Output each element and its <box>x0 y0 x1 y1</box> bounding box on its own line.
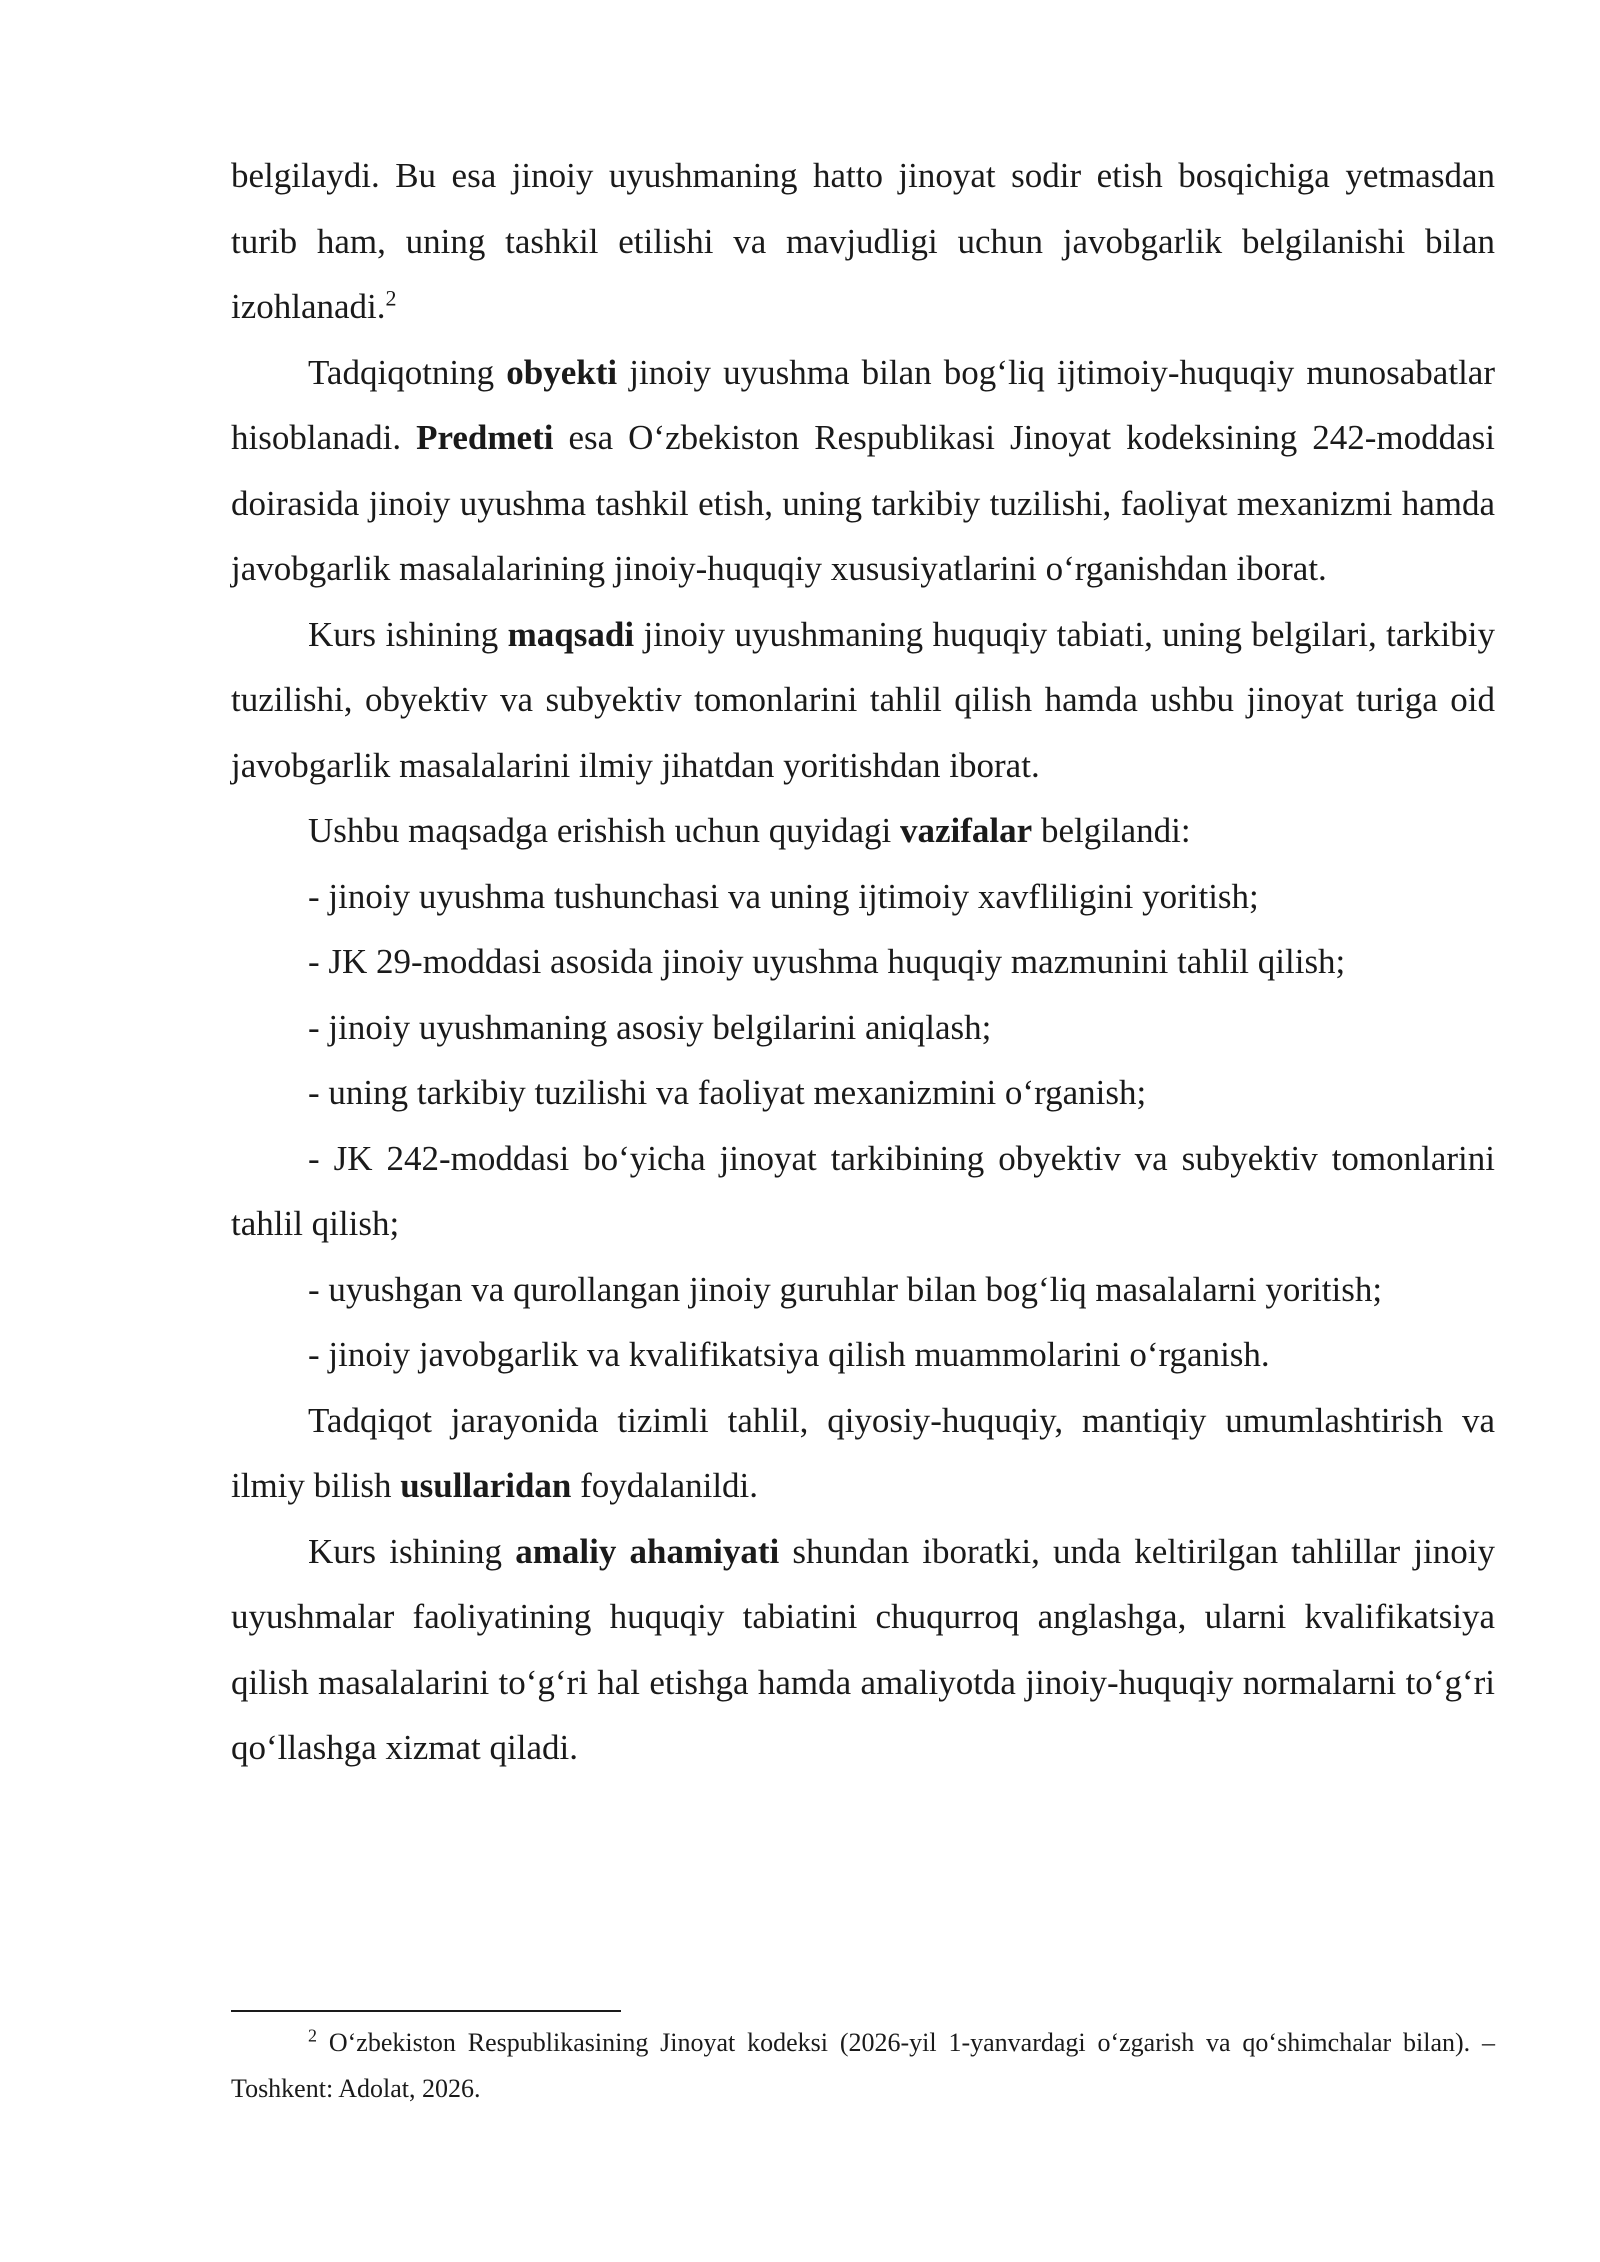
paragraph-practical-significance <box>231 1519 1495 1781</box>
paragraph-text: Ushbu maqsadga erishish uchun quyidagi <box>308 811 900 850</box>
bold-term-subject: Predmeti <box>416 418 554 457</box>
paragraph-text: Tadqiqot jarayonida tizimli tahlil, qiyosiy-huquqiy, mantiqiy umumlashtirish va ilmiy bilish <box>231 1400 1495 1505</box>
paragraph-text: jinoiy uyushma bilan bog‘liq ijtimoiy-huquqiy munosabatlar hisoblanadi. <box>231 352 1495 457</box>
footnote-separator <box>231 2010 621 2012</box>
bold-term-methods: usullaridan <box>400 1466 572 1505</box>
list-item: - jinoiy uyushma tushunchasi va uning ijtimoiy xavfliligini yoritish; <box>308 876 1259 916</box>
bold-term-object: obyekti <box>506 352 618 392</box>
list-item: - JK 242-moddasi bo‘yicha jinoyat tarkibining obyektiv va subyektiv tomonlarini tahlil qilish; <box>231 1138 1495 1243</box>
list-item: - uyushgan va qurollangan jinoiy guruhlar bilan bog‘liq masalalarni yoritish; <box>308 1269 1383 1309</box>
footnote-reference[interactable]: 2 <box>385 285 397 311</box>
bold-term-tasks: vazifalar <box>900 811 1033 850</box>
list-item: - jinoiy javobgarlik va kvalifikatsiya qilish muammolarini o‘rganish. <box>308 1335 1270 1374</box>
list-item: - JK 29-moddasi asosida jinoiy uyushma huquqiy mazmunini tahlil qilish; <box>308 942 1346 981</box>
paragraph-intro-continuation <box>231 143 1495 340</box>
list-item: - jinoiy uyushmaning asosiy belgilarini aniqlash; <box>308 1007 992 1047</box>
bold-term-practical-significance: amaliy ahamiyati <box>515 1531 780 1571</box>
paragraph-object-subject <box>231 340 1495 602</box>
paragraph-text: jinoiy uyushmaning huquqiy tabiati, uning belgilari, tarkibiy tuzilishi, obyektiv va subyektiv tomonlarini tahlil qilish hamda ushbu jinoyat turiga oid javobgarlik masalalarini ilmiy jihatdan yoritishdan iborat. <box>231 614 1495 785</box>
paragraph-text: Kurs ishining <box>308 614 508 654</box>
paragraph-text: belgilandi: <box>1032 811 1191 850</box>
footnote-number: 2 <box>308 2025 317 2046</box>
bold-term-goal: maqsadi <box>507 614 635 654</box>
paragraph-text: esa O‘zbekiston Respublikasi Jinoyat kodeksining 242-moddasi doirasida jinoiy uyushma tashkil etish, uning tarkibiy tuzilishi, faoliyat mexanizmi hamda javobgarlik masalalarining jinoiy-huquqiy xususiyatlarini o‘rganishdan iborat. <box>231 418 1495 588</box>
footnote <box>231 2020 1495 2112</box>
paragraph-methods <box>231 1388 1495 1519</box>
paragraph-text: foydalanildi. <box>571 1466 759 1505</box>
list-item: - uning tarkibiy tuzilishi va faoliyat mexanizmini o‘rganish; <box>308 1073 1147 1112</box>
paragraph-goal <box>231 602 1495 799</box>
paragraph-text: Tadqiqotning <box>308 352 507 392</box>
paragraph-tasks-intro <box>231 798 1495 864</box>
paragraph-text: belgilaydi. Bu esa jinoiy uyushmaning hatto jinoyat sodir etish bosqichiga yetmasdan turib ham, uning tashkil etilishi va mavjudligi uchun javobgarlik belgilanishi bilan izohlanadi. <box>231 156 1495 326</box>
footnote-text-block <box>231 2020 1495 2112</box>
document-body <box>231 143 1495 1781</box>
paragraph-text: shundan iboratki, unda keltirilgan tahlillar jinoiy uyushmalar faoliyatining huquqiy tabiatini chuqurroq anglashga, ularni kvalifikatsiya qilish masalalarini to‘g‘ri hal etishga hamda amaliyotda jinoiy-huquqiy normalarni to‘g‘ri qo‘llashga xizmat qiladi. <box>231 1531 1495 1767</box>
paragraph-text: Kurs ishining <box>308 1531 516 1571</box>
footnote-text: O‘zbekiston Respublikasining Jinoyat kodeksi (2026-yil 1-yanvardagi o‘zgarish va qo‘shimchalar bilan). – Toshkent: Adolat, 2026. <box>231 2028 1495 2103</box>
